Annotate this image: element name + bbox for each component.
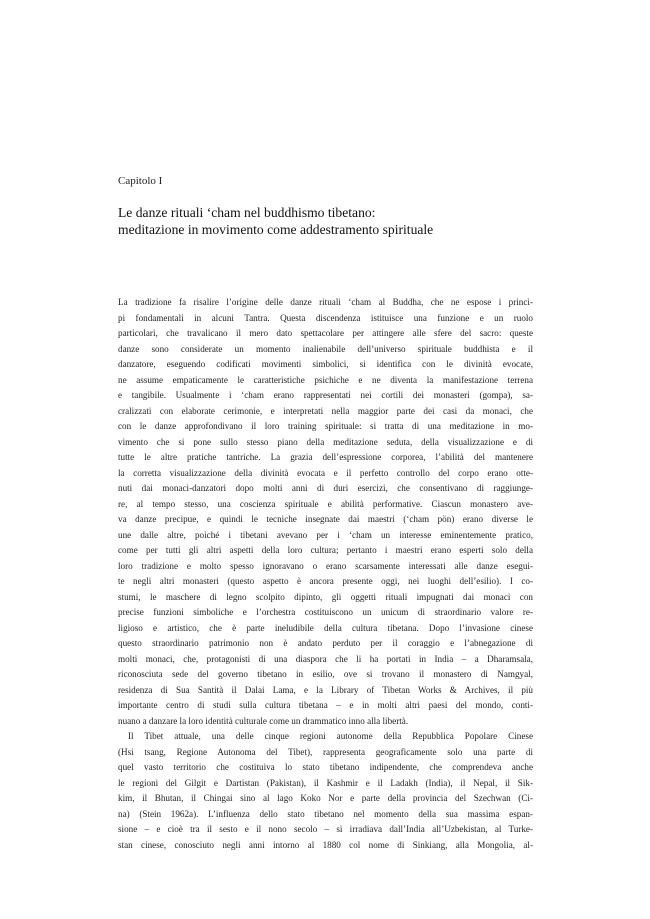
text-line: Il Tibet attuale, una delle cinque regioni autonome della Repubblica Popolare Cinese	[128, 731, 533, 741]
text-line: stan cinese, conosciuto negli anni intorno al 1880 col nome di Sinkiang, alla Mongolia, al-	[118, 839, 533, 850]
text-line: come per tutti gli altri aspetti della loro cultura; pertanto i maestri erano esperti solo della	[118, 545, 533, 555]
text-line: molti monaci, che, protagonisti di una diaspora che li ha portati in India – a Dharamsala,	[118, 653, 533, 664]
text-line: stumi, le maschere di legno scolpito dipinto, gli oggetti rituali impugnati dai monaci con	[118, 591, 533, 602]
text-line: (Hsi tsang, Regione Autonoma del Tibet), rappresenta geograficamente solo una parte di	[118, 746, 533, 757]
text-line: te negli altri monasteri (questo aspetto è ancora presente oggi, nei luoghi dell’esilio). I co-	[118, 576, 533, 586]
body-text	[118, 295, 533, 853]
text-line: danze sono considerate un momento inalienabile dell’universo spirituale buddhista e il	[118, 343, 533, 354]
text-line: particolari, che travalicano il mero dato spettacolare per attingere alle sfere del sacro: queste	[118, 328, 533, 338]
text-line: na) (Stein 1962a). L’influenza dello stato tibetano nel momento della sua massima espan-	[118, 808, 533, 819]
text-line: kim, il Bhutan, il Chingai sino al lago Koko Nor e parte della provincia del Szechwan (Ci-	[118, 793, 533, 803]
text-line: la corretta visualizzazione della divinità evocata e il perfetto controllo del corpo erano otte-	[118, 467, 533, 478]
text-line: importante centro di studi sulla cultura tibetana – e in molti altri paesi del mondo, conti-	[118, 700, 533, 710]
text-line: precise funzioni simboliche e l’orchestra costituiscono un unicum di straordinario valore re-	[118, 607, 533, 617]
text-line: con le danze approfondivano il loro training spirituale: si tratta di una meditazione in mo-	[118, 421, 533, 431]
text-line: tutte le altre pratiche tantriche. La grazia dell’espressione corporea, l’abilità del mantenere	[118, 452, 533, 462]
text-line: e tangibile. Usualmente i ‘cham erano rappresentati nei cortili dei monasteri (gompa), sa-	[118, 390, 533, 400]
text-line: cralizzati con elaborate cerimonie, e interpretati nella maggior parte dei casi da monaci, che	[118, 405, 533, 416]
text-line: loro tradizione e molto spesso ignoravano o erano scarsamente interessati alle danze esegui-	[118, 560, 533, 571]
text-line: re, al tempo stesso, una coscienza spirituale e abilità performative. Ciascun monastero ave-	[118, 498, 533, 509]
text-line: La tradizione fa risalire l’origine delle danze rituali ‘cham al Buddha, che ne espose i princì-	[118, 297, 533, 307]
text-line: le regioni del Gilgit e Dartistan (Pakistan), il Kashmir e il Ladakh (India), il Nepal, il Sik-	[118, 777, 533, 788]
text-line: quel vasto territorio che costituiva lo stato tibetano indipendente, che comprendeva anche	[118, 762, 533, 772]
text-line: va danze precipue, e quindi le tecniche insegnate dai maestri (‘cham pön) erano diverse le	[118, 514, 533, 524]
text-line: residenza di Sua Santità il Dalai Lama, e la Library of Tibetan Works & Archives, il più	[118, 684, 533, 695]
text-line: danzatore, eseguendo codificati movimenti simbolici, si identifica con le divinità evocate,	[118, 359, 533, 369]
text-line: une dalle altre, poiché i tibetani avevano per i ‘cham un interesse eminentemente pratico,	[118, 529, 533, 540]
text-line: ne assume empaticamente le caratteristiche psichiche e ne diventa la manifestazione terrena	[118, 374, 533, 385]
text-line: questo straordinario patrimonio non è andato perduto per il coraggio e l’abnegazione di	[118, 638, 533, 648]
chapter-title-line-2: meditazione in movimento come addestramento spirituale	[118, 222, 434, 237]
text-line: riconosciuta sede del governo tibetano in esilio, ove si trovano il monastero di Namgyal,	[118, 669, 533, 679]
text-line: sione – e cioè tra il sesto e il nono secolo – si irradiava dall’India all’Uzbekistan, al Turke-	[118, 824, 533, 834]
chapter-label: Capitolo I	[118, 175, 163, 187]
text-line: nuano a danzare la loro identità culturale come un drammatico inno alla libertà.	[118, 715, 409, 726]
text-line: pi fondamentali in alcuni Tantra. Questa discendenza istituisce una funzione e un ruolo	[118, 312, 533, 323]
text-line: ligioso e artistico, che è parte ineludibile della cultura tibetana. Dopo l’invasione cinese	[118, 622, 533, 633]
chapter-title	[118, 204, 538, 238]
text-line: nuti dai monaci-danzatori dopo molti anni di duri esercizi, che consentivano di raggiunge-	[118, 483, 533, 493]
chapter-title-line-1: Le danze rituali ‘cham nel buddhismo tibetano:	[118, 205, 376, 220]
text-line: vimento che si pone sullo stesso piano della meditazione seduta, della visualizzazione e di	[118, 436, 533, 447]
